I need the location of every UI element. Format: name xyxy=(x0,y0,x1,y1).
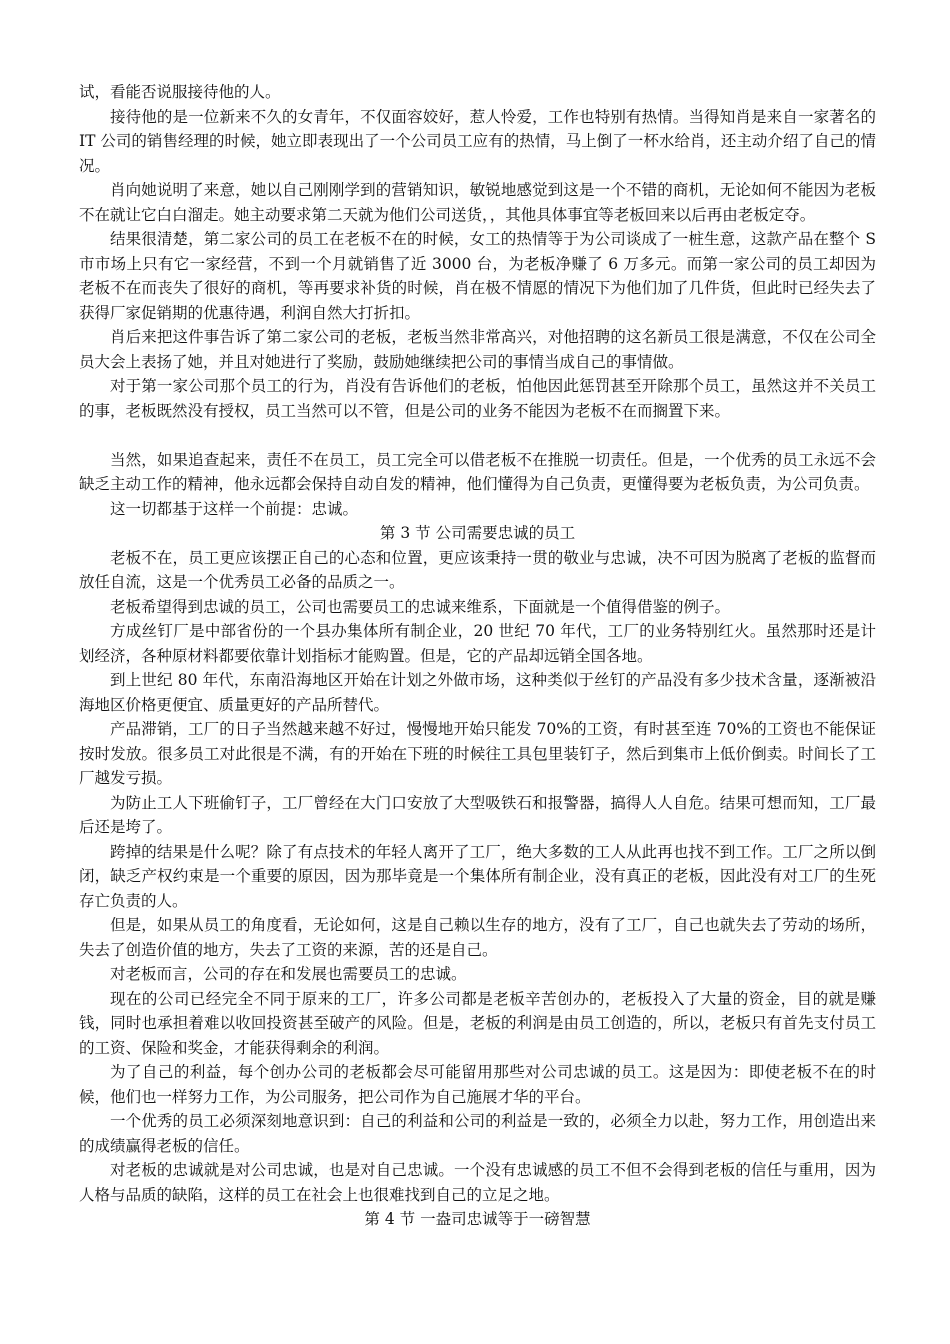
paragraph: 为防止工人下班偷钉子，工厂曾经在大门口安放了大型吸铁石和报警器，搞得人人自危。结果可想而知，工厂最后还是垮了。 xyxy=(79,793,876,836)
paragraph: 试，看能否说服接待他的人。 xyxy=(79,83,281,101)
document-page xyxy=(79,80,876,1232)
paragraph: 为了自己的利益，每个创办公司的老板都会尽可能留用那些对公司忠诚的员工。这是因为：即使老板不在的时候，他们也一样努力工作，为公司服务，把公司作为自己施展才华的平台。 xyxy=(79,1063,876,1106)
section-heading: 第 4 节 一盎司忠诚等于一磅智慧 xyxy=(364,1210,591,1228)
paragraph: 对于第一家公司那个员工的行为，肖没有告诉他们的老板，怕他因此惩罚甚至开除那个员工，虽然这并不关员工的事，老板既然没有授权，员工当然可以不管，但是公司的业务不能因为老板不在而搁置下来。 xyxy=(79,377,876,420)
paragraph: 对老板而言，公司的存在和发展也需要员工的忠诚。 xyxy=(110,965,467,983)
paragraph-gap xyxy=(79,423,876,448)
paragraph: 对老板的忠诚就是对公司忠诚，也是对自己忠诚。一个没有忠诚感的员工不但不会得到老板的信任与重用，因为人格与品质的缺陷，这样的员工在社会上也很难找到自己的立足之地。 xyxy=(79,1161,876,1204)
paragraph: 老板不在，员工更应该摆正自己的心态和位置，更应该秉持一贯的敬业与忠诚，决不可因为脱离了老板的监督而放任自流，这是一个优秀员工必备的品质之一。 xyxy=(79,548,876,591)
paragraph: 现在的公司已经完全不同于原来的工厂，许多公司都是老板辛苦创办的，老板投入了大量的资金，目的就是赚钱，同时也承担着难以收回投资甚至破产的风险。但是，老板的利润是由员工创造的，所以，老板只有首先支付员工的工资、保险和奖金，才能获得剩余的利润。 xyxy=(79,989,876,1057)
paragraph: 这一切都基于这样一个前提：忠诚。 xyxy=(110,499,359,518)
paragraph: 当然，如果追查起来，责任不在员工，员工完全可以借老板不在推脱一切责任。但是，一个优秀的员工永远不会缺乏主动工作的精神，他永远都会保持自动自发的精神，他们懂得为自己负责，更懂得要为老板负责，为公司负责。 xyxy=(79,450,876,493)
paragraph: 接待他的是一位新来不久的女青年，不仅面容姣好，惹人怜爱，工作也特别有热情。当得知肖是来自一家著名的 IT 公司的销售经理的时候，她立即表现出了一个公司员工应有的热情，马上倒了一杯水给肖，还主动介绍了自己的情况。 xyxy=(79,107,876,175)
paragraph: 但是，如果从员工的角度看，无论如何，这是自己赖以生存的地方，没有了工厂，自己也就失去了劳动的场所，失去了创造价值的地方，失去了工资的来源，苦的还是自己。 xyxy=(79,916,876,959)
paragraph: 结果很清楚，第二家公司的员工在老板不在的时候，女工的热情等于为公司谈成了一桩生意，这款产品在整个 S 市市场上只有它一家经营，不到一个月就销售了近 3000 台，为老板净赚了 6 万多元。而第一家公司的员工却因为老板不在而丧失了很好的商机，等再要求补货的时候，肖在极不情愿的情况下为他们加了几件货，但此时已经失去了获得厂家促销期的优惠待遇，利润自然大打折扣。 xyxy=(79,230,876,322)
paragraph: 跨掉的结果是什么呢？除了有点技术的年轻人离开了工厂，绝大多数的工人从此再也找不到工作。工厂之所以倒闭，缺乏产权约束是一个重要的原因，因为那毕竟是一个集体所有制企业，没有真正的老板，因此没有对工厂的生死存亡负责的人。 xyxy=(79,842,876,910)
paragraph: 到上世纪 80 年代，东南沿海地区开始在计划之外做市场，这种类似于丝钉的产品没有多少技术含量，逐渐被沿海地区价格更便宜、质量更好的产品所替代。 xyxy=(79,671,876,714)
paragraph: 方成丝钉厂是中部省份的一个县办集体所有制企业，20 世纪 70 年代，工厂的业务特别红火。虽然那时还是计划经济，各种原材料都要依靠计划指标才能购置。但是，它的产品却远销全国各地。 xyxy=(79,622,876,665)
paragraph: 肖向她说明了来意，她以自己刚刚学到的营销知识，敏锐地感觉到这是一个不错的商机，无论如何不能因为老板不在就让它白白溜走。她主动要求第二天就为他们公司送货，，其他具体事宜等老板回来以后再由老板定夺。 xyxy=(79,181,876,224)
paragraph: 肖后来把这件事告诉了第二家公司的老板，老板当然非常高兴，对他招聘的这名新员工很是满意，不仅在公司全员大会上表扬了她，并且对她进行了奖励，鼓励她继续把公司的事情当成自己的事情做。 xyxy=(79,328,876,371)
paragraph: 一个优秀的员工必须深刻地意识到：自己的利益和公司的利益是一致的，必须全力以赴，努力工作，用创造出来的成绩赢得老板的信任。 xyxy=(79,1112,876,1155)
paragraph: 老板希望得到忠诚的员工，公司也需要员工的忠诚来维系，下面就是一个值得借鉴的例子。 xyxy=(110,597,731,616)
paragraph: 产品滞销，工厂的日子当然越来越不好过，慢慢地开始只能发 70%的工资，有时甚至连 70%的工资也不能保证按时发放。很多员工对此很是不满，有的开始在下班的时候往工具包里装钉子，然后到集市上低价倒卖。时间长了工厂越发亏损。 xyxy=(79,720,876,787)
section-heading: 第 3 节 公司需要忠诚的员工 xyxy=(379,524,576,542)
